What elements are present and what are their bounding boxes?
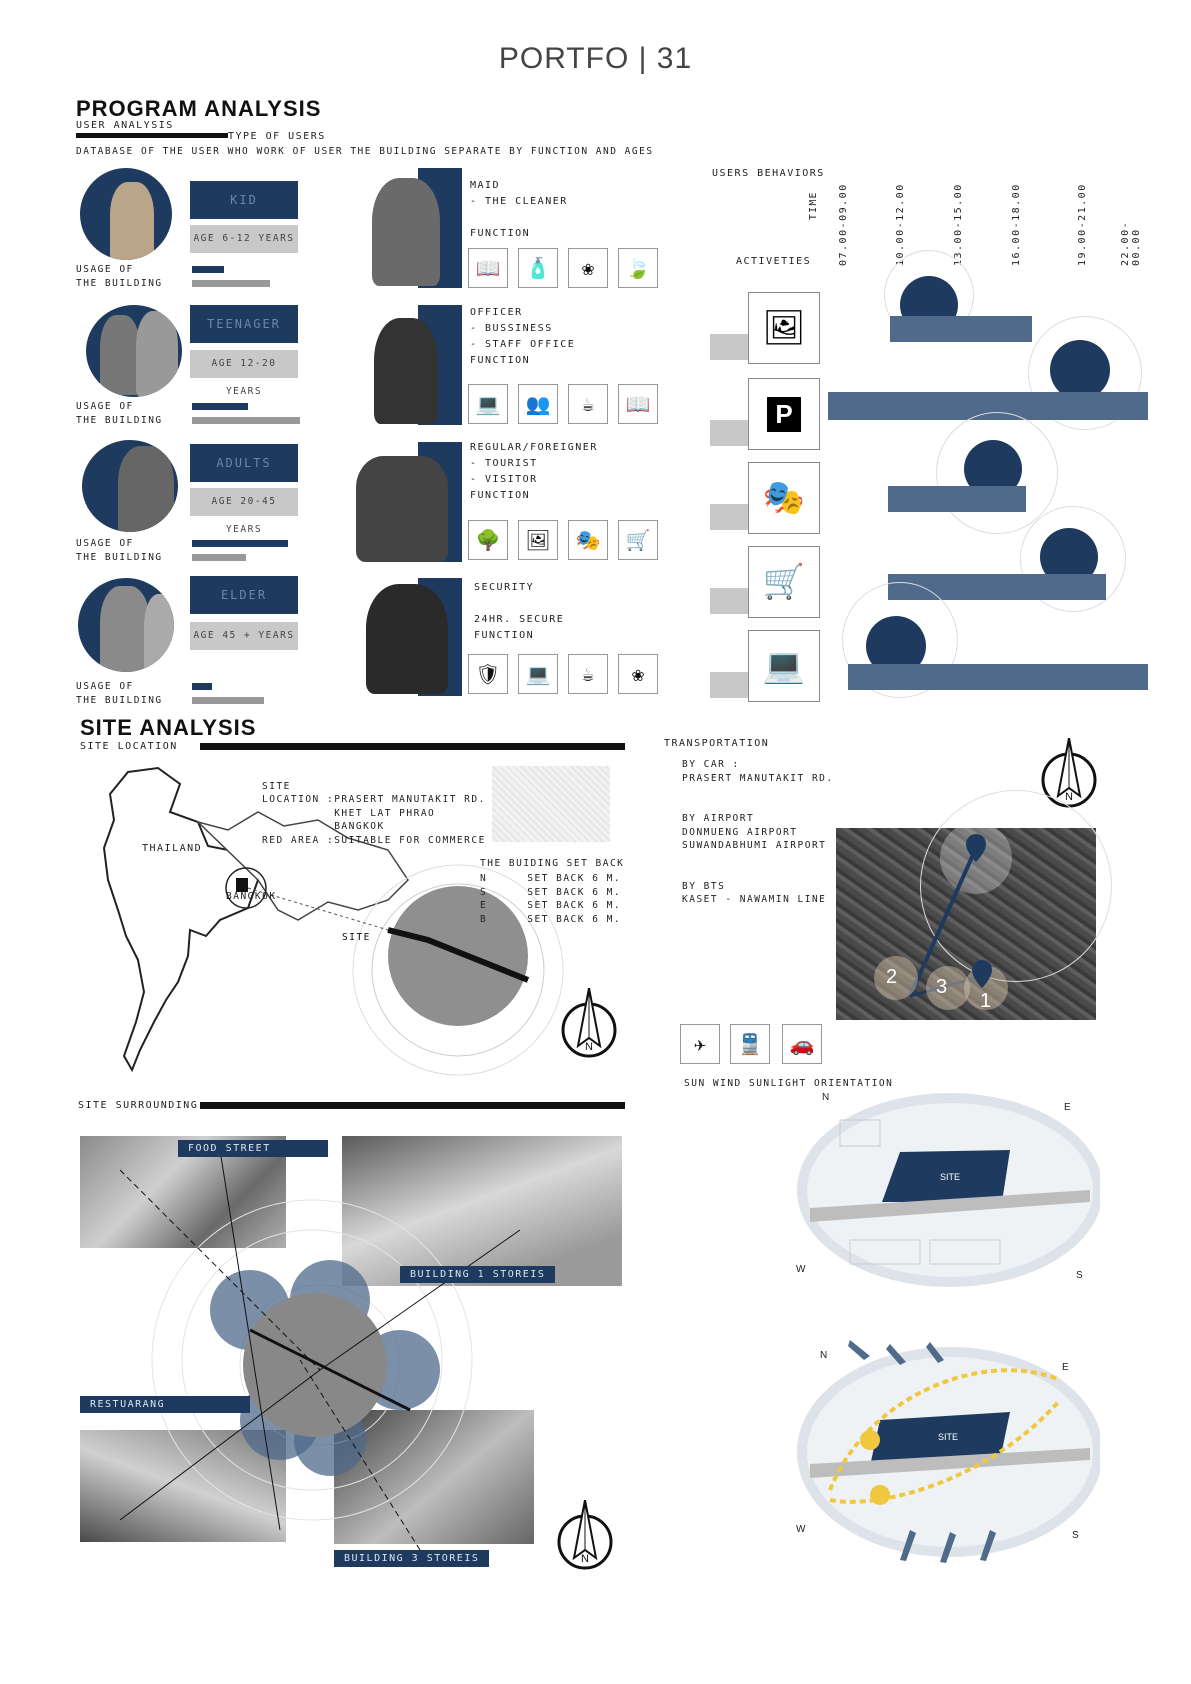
site-zoning-swatch bbox=[492, 766, 610, 842]
adults-age: AGE 20-45 YEARS bbox=[190, 488, 298, 516]
train-icon: 🚆 bbox=[730, 1024, 770, 1064]
compass-w-2: W bbox=[796, 1524, 806, 1535]
svg-text:N: N bbox=[585, 1041, 593, 1053]
gallery-icon: 🖼 bbox=[518, 520, 558, 560]
map-label-site: SITE bbox=[342, 932, 371, 943]
plant-icon: ❀ bbox=[568, 248, 608, 288]
adults-usage-label: USAGE OF THE BUILDING bbox=[76, 538, 163, 563]
sun-orientation-diagram-1 bbox=[790, 1090, 1100, 1290]
schedule-bar-office bbox=[848, 664, 1148, 690]
setback-title: THE BUIDING SET BACK bbox=[480, 858, 625, 869]
compass-n-1: N bbox=[822, 1092, 830, 1103]
site-label-2: SITE bbox=[938, 1432, 959, 1442]
route-label-3: 3 bbox=[936, 976, 948, 998]
adults-label: ADULTS bbox=[190, 444, 298, 482]
plant-icon: ❀ bbox=[618, 654, 658, 694]
coffee-icon: ☕ bbox=[568, 654, 608, 694]
map-label-bangkok: BANGKOK bbox=[226, 891, 277, 902]
shield-check-icon: 🛡 bbox=[468, 654, 508, 694]
transport-text: BY CAR : PRASERT MANUTAKIT RD. BY AIRPORT DONMUENG AIRPORT SUWANDABHUMI AIRPORT BY BTS KASET - NAWAMIN LINE bbox=[682, 759, 834, 905]
visitor-text: REGULAR/FOREIGNER - TOURIST - VISITOR FUNCTION bbox=[470, 442, 598, 501]
map-label-thailand: THAILAND bbox=[142, 843, 203, 854]
security-text: SECURITY 24HR. SECURE FUNCTION bbox=[474, 582, 565, 641]
compass-s-1: S bbox=[1076, 1270, 1083, 1281]
schedule-photo bbox=[1050, 340, 1110, 400]
theater-masks-icon: 🎭 bbox=[568, 520, 608, 560]
setback-list: N SET BACK 6 M. S SET BACK 6 M. E SET BACK 6 M. B SET BACK 6 M. bbox=[480, 873, 622, 925]
desk-worker-icon: 💻 bbox=[748, 630, 820, 702]
elder-label: ELDER bbox=[190, 576, 298, 614]
page-header: PORTFO | 31 bbox=[498, 42, 693, 75]
compass-e-1: E bbox=[1064, 1102, 1071, 1113]
transport-title: TRANSPORTATION bbox=[664, 738, 770, 749]
site-surrounding-bar bbox=[200, 1102, 625, 1109]
airplane-icon: ✈ bbox=[680, 1024, 720, 1064]
maid-photo bbox=[372, 178, 440, 286]
schedule-bar-theater bbox=[888, 486, 1026, 512]
sun-wind-title: SUN WIND SUNLIGHT ORIENTATION bbox=[684, 1078, 894, 1089]
time-header-2: 13.00-15.00 bbox=[953, 183, 964, 266]
callout-food-street: FOOD STREET bbox=[178, 1140, 328, 1157]
behaviors-title: USERS BEHAVIORS bbox=[712, 168, 825, 179]
kid-photo bbox=[80, 168, 172, 260]
park-icon: 🌳 bbox=[468, 520, 508, 560]
time-header-0: 07.00-09.00 bbox=[838, 183, 849, 266]
theater-masks-icon: 🎭 bbox=[748, 462, 820, 534]
teenager-usage-bar-total bbox=[192, 417, 300, 424]
north-compass-icon bbox=[556, 1500, 614, 1572]
program-analysis-title: PROGRAM ANALYSIS bbox=[76, 96, 322, 121]
callout-restuarang: RESTUARANG bbox=[80, 1396, 250, 1413]
svg-text:N: N bbox=[1065, 791, 1073, 803]
time-header-3: 16.00-18.00 bbox=[1011, 183, 1022, 266]
compass-s-2: S bbox=[1072, 1530, 1079, 1541]
kid-usage-label: USAGE OF THE BUILDING bbox=[76, 264, 163, 289]
time-header-1: 10.00-12.00 bbox=[895, 183, 906, 266]
schedule-bar-gallery bbox=[890, 316, 1032, 342]
teenager-photo bbox=[86, 305, 182, 397]
officer-text: OFFICER - BUSSINESS - STAFF OFFICE FUNCTION bbox=[470, 307, 576, 366]
security-photo bbox=[366, 584, 448, 694]
time-header-4: 19.00-21.00 bbox=[1077, 183, 1088, 266]
route-label-2: 2 bbox=[886, 966, 898, 988]
adults-photo bbox=[82, 440, 178, 532]
kid-label: KID bbox=[190, 181, 298, 219]
time-label: TIME bbox=[808, 191, 819, 220]
spray-bottle-icon: 🧴 bbox=[518, 248, 558, 288]
teenager-usage-label: USAGE OF THE BUILDING bbox=[76, 401, 163, 426]
callout-building-1: BUILDING 1 STOREIS bbox=[400, 1266, 555, 1283]
site-location-text: SITE LOCATION :PRASERT MANUTAKIT RD. KHET LAT PHRAO BANGKOK RED AREA :SUITABLE FOR COMMERCE bbox=[262, 780, 486, 846]
callout-building-3: BUILDING 3 STOREIS bbox=[334, 1550, 489, 1567]
route-overlay bbox=[836, 828, 1096, 1020]
gallery-icon: 🖼 bbox=[748, 292, 820, 364]
cart-icon: 🛒 bbox=[618, 520, 658, 560]
car-icon: 🚗 bbox=[782, 1024, 822, 1064]
book-icon: 📖 bbox=[468, 248, 508, 288]
desk-worker-icon: 💻 bbox=[468, 384, 508, 424]
compass-e-2: E bbox=[1062, 1362, 1069, 1373]
site-surrounding-label: SITE SURROUNDING bbox=[78, 1100, 199, 1111]
route-label-1: 1 bbox=[980, 990, 992, 1012]
type-of-users-label: TYPE OF USERS bbox=[228, 131, 326, 142]
site-location-bar bbox=[200, 743, 625, 750]
svg-text:N: N bbox=[581, 1553, 589, 1565]
site-analysis-title: SITE ANALYSIS bbox=[80, 715, 257, 740]
kid-usage-bar bbox=[192, 266, 224, 273]
elder-usage-bar-total bbox=[192, 697, 264, 704]
compass-n-2: N bbox=[820, 1350, 828, 1361]
leaf-icon: 🍃 bbox=[618, 248, 658, 288]
teenager-usage-bar bbox=[192, 403, 248, 410]
coffee-icon: ☕ bbox=[568, 384, 608, 424]
parking-icon: P bbox=[748, 378, 820, 450]
database-line: DATABASE OF THE USER WHO WORK OF USER THE BUILDING SEPARATE BY FUNCTION AND AGES bbox=[76, 146, 654, 157]
kid-usage-bar-total bbox=[192, 280, 270, 287]
user-analysis-bar bbox=[76, 133, 228, 138]
cart-icon: 🛒 bbox=[748, 546, 820, 618]
maid-text: MAID - THE CLEANER FUNCTION bbox=[470, 180, 568, 239]
sun-orientation-diagram-2 bbox=[790, 1340, 1100, 1570]
site-label-1: SITE bbox=[940, 1172, 961, 1182]
north-compass-icon bbox=[560, 988, 618, 1060]
officer-photo bbox=[374, 318, 438, 424]
activities-label: ACTIVETIES bbox=[736, 256, 812, 267]
book-icon: 📖 bbox=[618, 384, 658, 424]
teenager-age: AGE 12-20 YEARS bbox=[190, 350, 298, 378]
elder-usage-bar bbox=[192, 683, 212, 690]
compass-w-1: W bbox=[796, 1264, 806, 1275]
kid-age: AGE 6-12 YEARS bbox=[190, 225, 298, 253]
elder-usage-label: USAGE OF THE BUILDING bbox=[76, 681, 163, 706]
elder-photo bbox=[78, 578, 174, 672]
desk-worker-icon: 💻 bbox=[518, 654, 558, 694]
adults-usage-bar bbox=[192, 540, 288, 547]
time-header-5: 22.00-00.00 bbox=[1120, 220, 1142, 266]
visitor-photo bbox=[356, 456, 448, 562]
teenager-label: TEENAGER bbox=[190, 305, 298, 343]
adults-usage-bar-total bbox=[192, 554, 246, 561]
site-location-label: SITE LOCATION bbox=[80, 741, 178, 752]
meeting-icon: 👥 bbox=[518, 384, 558, 424]
elder-age: AGE 45 + YEARS bbox=[190, 622, 298, 650]
user-analysis-subtitle: USER ANALYSIS bbox=[76, 120, 174, 131]
